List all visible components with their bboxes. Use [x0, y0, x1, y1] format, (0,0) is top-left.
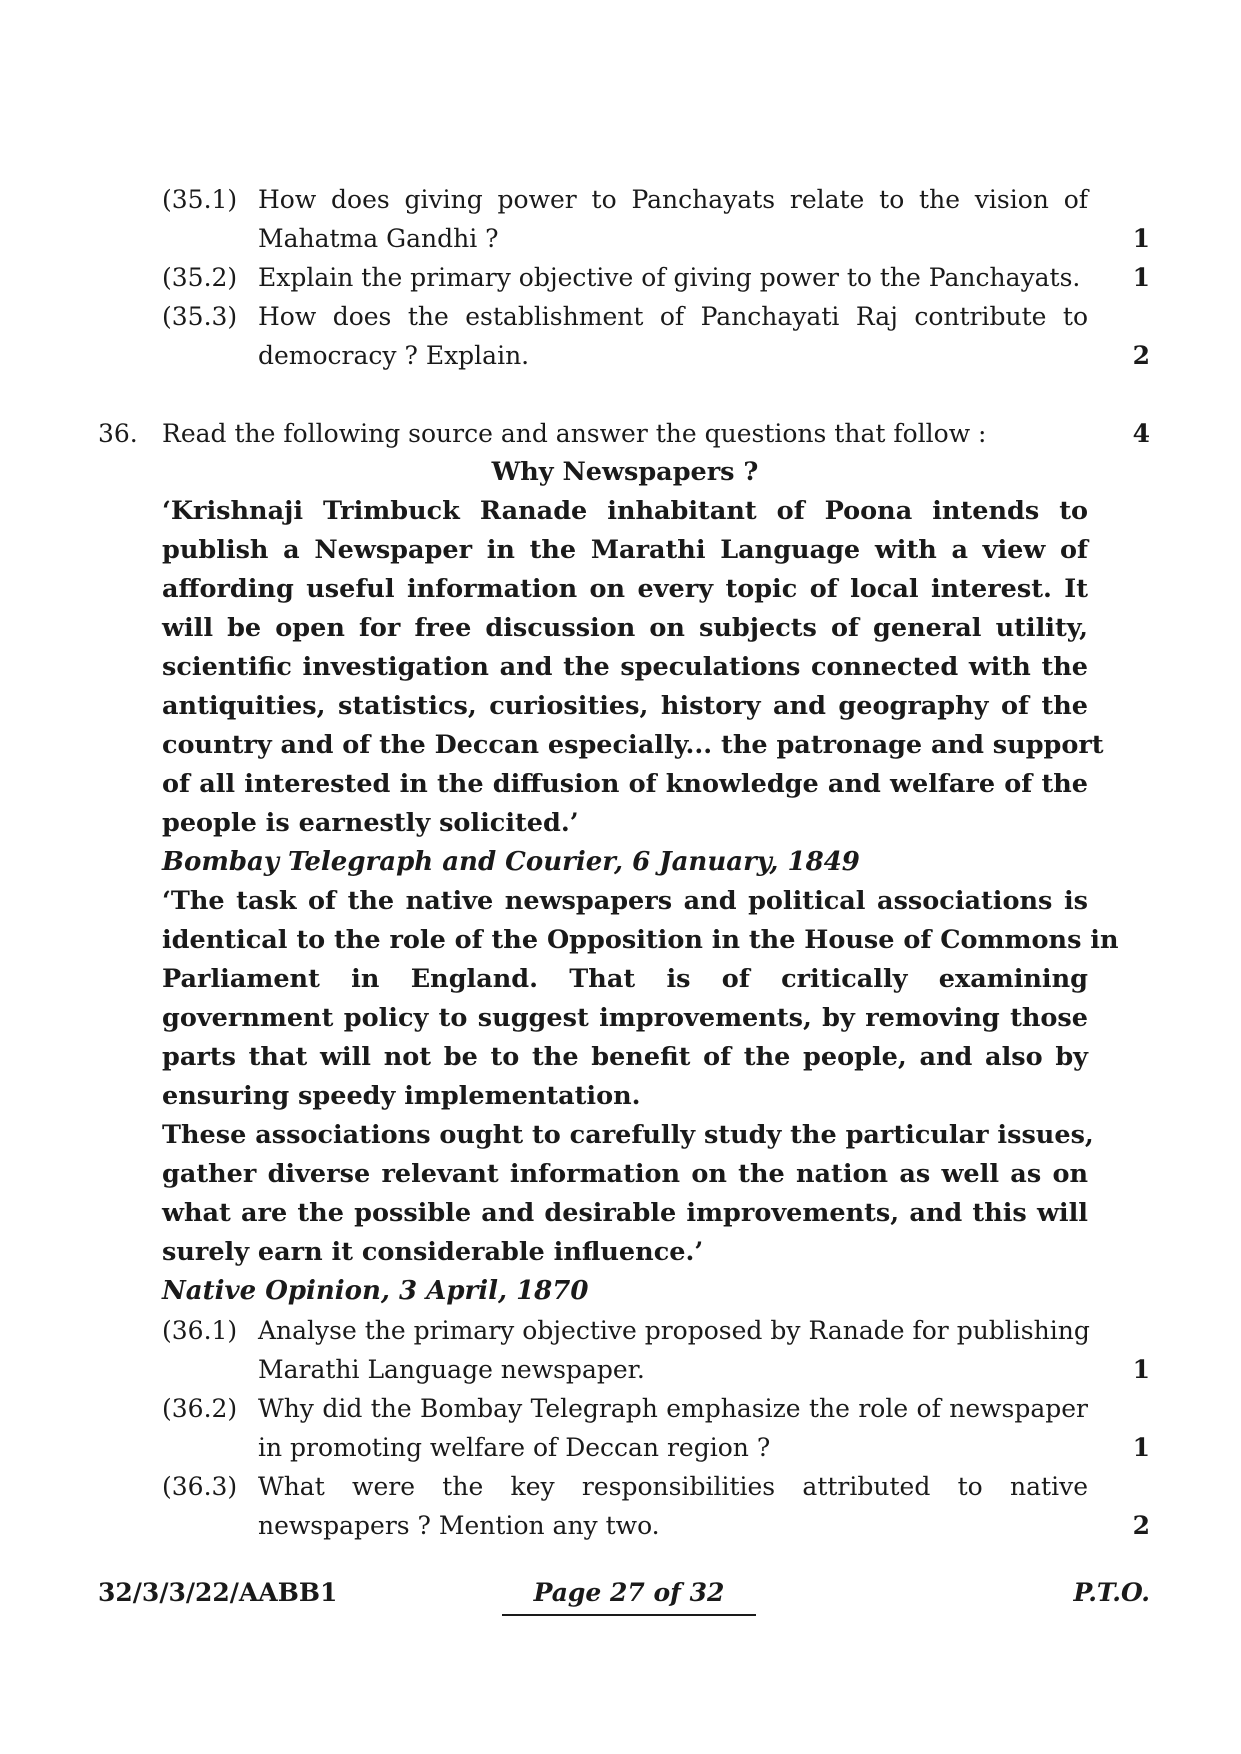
passage-line: parts that will not be to the benefit of the people, and also by — [162, 1042, 1088, 1072]
source-passage-3 — [162, 1116, 1094, 1272]
subquestion-text: How does giving power to Panchayats relate to the vision of — [258, 185, 1088, 214]
passage-line: antiquities, statistics, curiosities, history and geography of the — [162, 691, 1088, 721]
subquestion-text: Explain the primary objective of giving power to the Panchayats. — [258, 263, 1081, 292]
subquestion-number: (36.3) — [162, 1472, 238, 1501]
marks: 1 — [1132, 1433, 1150, 1462]
page-number-underline — [502, 1614, 756, 1616]
subquestion-number: (35.3) — [162, 302, 238, 331]
marks: 1 — [1132, 263, 1150, 292]
passage-line: of all interested in the diffusion of knowledge and welfare of the — [162, 769, 1088, 799]
marks: 1 — [1132, 1355, 1150, 1384]
source-passage-2 — [162, 882, 1119, 1116]
marks: 2 — [1132, 1511, 1150, 1540]
marks: 4 — [1132, 419, 1150, 448]
passage-line: identical to the role of the Opposition in the House of Commons in — [162, 925, 1119, 955]
passage-line: people is earnestly solicited.’ — [162, 808, 579, 838]
subquestion-number: (36.2) — [162, 1394, 238, 1423]
question-instruction: Read the following source and answer the questions that follow : — [162, 419, 987, 448]
question-number: 36. — [98, 419, 138, 448]
source-citation: Native Opinion, 3 April, 1870 — [162, 1276, 589, 1306]
subquestion-text: in promoting welfare of Deccan region ? — [258, 1433, 771, 1462]
subquestion-text: newspapers ? Mention any two. — [258, 1511, 660, 1540]
subquestion-text: Analyse the primary objective proposed by Ranade for publishing — [258, 1316, 1090, 1345]
passage-line: Parliament in England. That is of critically examining — [162, 964, 1088, 994]
subquestion-text: How does the establishment of Panchayati Raj contribute to — [258, 302, 1088, 331]
passage-line: surely earn it considerable influence.’ — [162, 1237, 704, 1267]
passage-line: government policy to suggest improvements, by removing those — [162, 1003, 1088, 1033]
passage-line: scientific investigation and the speculations connected with the — [162, 652, 1088, 682]
subquestion-text: Why did the Bombay Telegraph emphasize the role of newspaper — [258, 1394, 1088, 1423]
subquestion-text: democracy ? Explain. — [258, 341, 530, 370]
subquestion-number: (35.2) — [162, 263, 238, 292]
paper-code: 32/3/3/22/AABB1 — [98, 1578, 338, 1607]
passage-line: ‘The task of the native newspapers and political associations is — [162, 886, 1088, 916]
subquestion-number: (36.1) — [162, 1316, 238, 1345]
source-title: Why Newspapers ? — [491, 457, 759, 487]
subquestion-number: (35.1) — [162, 185, 238, 214]
passage-line: country and of the Deccan especially... the patronage and support — [162, 730, 1104, 760]
passage-line: ‘Krishnaji Trimbuck Ranade inhabitant of Poona intends to — [162, 496, 1088, 526]
marks: 1 — [1132, 224, 1150, 253]
pto-label: P.T.O. — [1073, 1578, 1150, 1607]
passage-line: what are the possible and desirable improvements, and this will — [162, 1198, 1088, 1228]
subquestion-text: What were the key responsibilities attributed to native — [258, 1472, 1088, 1501]
passage-line: will be open for free discussion on subjects of general utility, — [162, 613, 1088, 643]
source-passage-1 — [162, 492, 1104, 843]
page-number: Page 27 of 32 — [533, 1578, 725, 1607]
source-citation: Bombay Telegraph and Courier, 6 January, 1849 — [162, 847, 860, 877]
marks: 2 — [1132, 341, 1150, 370]
passage-line: affording useful information on every topic of local interest. It — [162, 574, 1088, 604]
passage-line: ensuring speedy implementation. — [162, 1081, 641, 1111]
passage-line: gather diverse relevant information on the nation as well as on — [162, 1159, 1088, 1189]
subquestion-text: Marathi Language newspaper. — [258, 1355, 645, 1384]
subquestion-text: Mahatma Gandhi ? — [258, 224, 499, 253]
passage-line: These associations ought to carefully study the particular issues, — [162, 1120, 1094, 1150]
passage-line: publish a Newspaper in the Marathi Language with a view of — [162, 535, 1088, 565]
